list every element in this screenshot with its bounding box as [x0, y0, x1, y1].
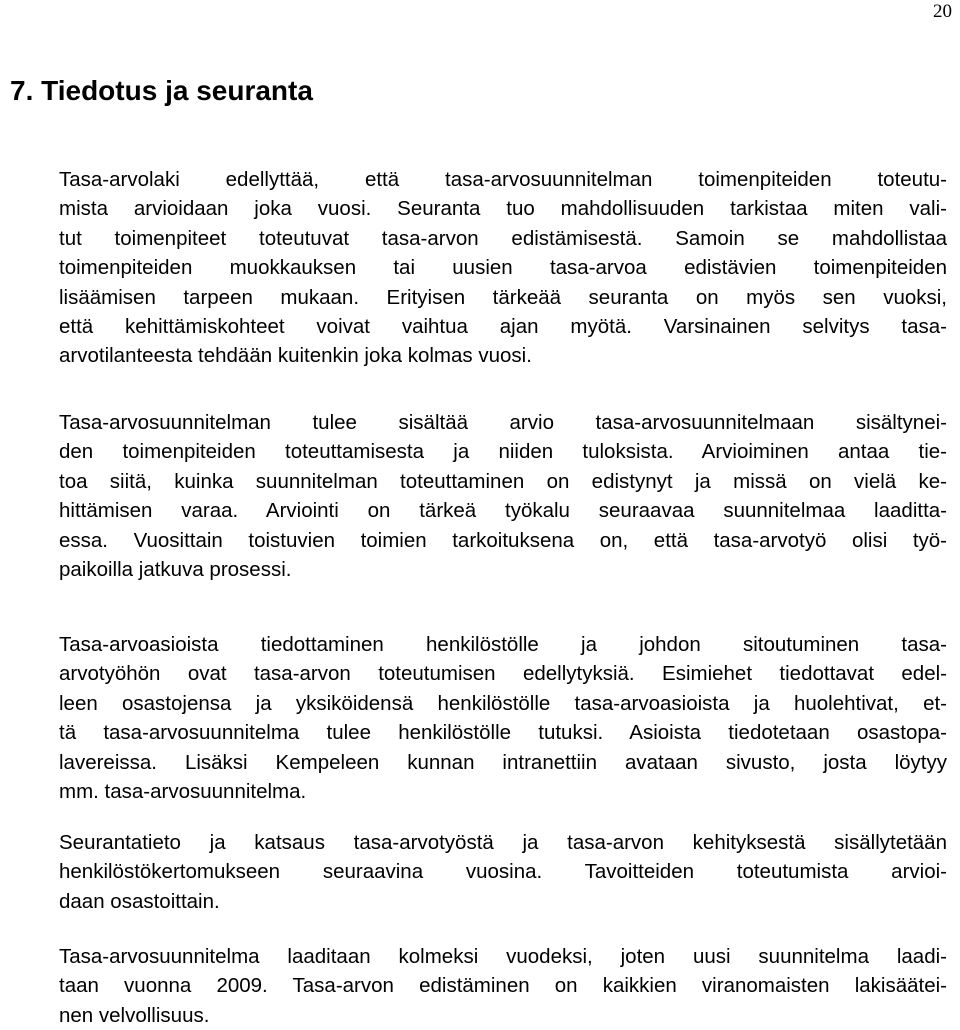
- paragraph-line: tut toimenpiteet toteutuvat tasa-arvon edistämisestä. Samoin se mahdollistaa: [59, 226, 947, 250]
- paragraph-line: daan osastoittain.: [59, 889, 220, 913]
- paragraph-plan-period: [59, 942, 947, 1030]
- paragraph-line: Tasa-arvolaki edellyttää, että tasa-arvosuunnitelman toimenpiteiden toteutu-: [59, 168, 947, 191]
- paragraph-line: Tasa-arvoasioista tiedottaminen henkilöstölle ja johdon sitoutuminen tasa-: [59, 633, 947, 656]
- paragraph-line: hittämisen varaa. Arviointi on tärkeä työkalu seuraavaa suunnitelmaa laaditta-: [59, 499, 947, 523]
- page-number: 20: [933, 1, 952, 22]
- paragraph-line: paikoilla jatkuva prosessi.: [59, 558, 292, 582]
- paragraph-line: henkilöstökertomukseen seuraavina vuosina. Tavoitteiden toteutumista arvioi-: [59, 860, 947, 884]
- paragraph-line: arvotyöhön ovat tasa-arvon toteutumisen edellytyksiä. Esimiehet tiedottavat edel-: [59, 662, 947, 686]
- paragraph-line: nen velvollisuus.: [59, 1003, 210, 1027]
- paragraph-line: den toimenpiteiden toteuttamisesta ja niiden tuloksista. Arvioiminen antaa tie-: [59, 440, 947, 464]
- paragraph-line: lisäämisen tarpeen mukaan. Erityisen tärkeää seuranta on myös sen vuoksi,: [59, 285, 947, 309]
- paragraph-line: leen osastojensa ja yksiköidensä henkilöstölle tasa-arvoasioista ja huolehtivat, et-: [59, 691, 947, 715]
- paragraph-line: että kehittämiskohteet voivat vaihtua ajan myötä. Varsinainen selvitys tasa-: [59, 315, 947, 339]
- paragraph-line: toa siitä, kuinka suunnitelman toteuttaminen on edistynyt ja missä on vielä ke-: [59, 469, 947, 493]
- paragraph-line: arvotilanteesta tehdään kuitenkin joka kolmas vuosi.: [59, 344, 532, 368]
- paragraph-line: Tasa-arvosuunnitelma laaditaan kolmeksi vuodeksi, joten uusi suunnitelma laadi-: [59, 945, 947, 968]
- paragraph-line: mista arvioidaan joka vuosi. Seuranta tuo mahdollisuuden tarkistaa miten vali-: [59, 197, 947, 221]
- paragraph-line: toimenpiteiden muokkauksen tai uusien tasa-arvoa edistävien toimenpiteiden: [59, 256, 947, 280]
- paragraph-line: Tasa-arvosuunnitelman tulee sisältää arvio tasa-arvosuunnitelmaan sisältynei-: [59, 411, 947, 434]
- paragraph-line: lavereissa. Lisäksi Kempeleen kunnan intranettiin avataan sivusto, josta löytyy: [59, 750, 947, 774]
- paragraph-evaluation: [59, 165, 947, 371]
- paragraph-line: tä tasa-arvosuunnitelma tulee henkilöstölle tutuksi. Asioista tiedotetaan osastopa-: [59, 721, 947, 745]
- paragraph-communication: [59, 630, 947, 806]
- paragraph-monitoring: [59, 828, 947, 916]
- paragraph-line: essa. Vuosittain toistuvien toimien tarkoituksena on, että tasa-arvotyö olisi työ-: [59, 528, 947, 552]
- paragraph-line: Seurantatieto ja katsaus tasa-arvotyöstä ja tasa-arvon kehityksestä sisällytetään: [59, 831, 947, 854]
- paragraph-line: mm. tasa-arvosuunnitelma.: [59, 780, 307, 804]
- paragraph-assessment: [59, 408, 947, 584]
- paragraph-line: taan vuonna 2009. Tasa-arvon edistäminen on kaikkien viranomaisten lakisäätei-: [59, 974, 947, 998]
- section-heading: 7. Tiedotus ja seuranta: [10, 75, 313, 106]
